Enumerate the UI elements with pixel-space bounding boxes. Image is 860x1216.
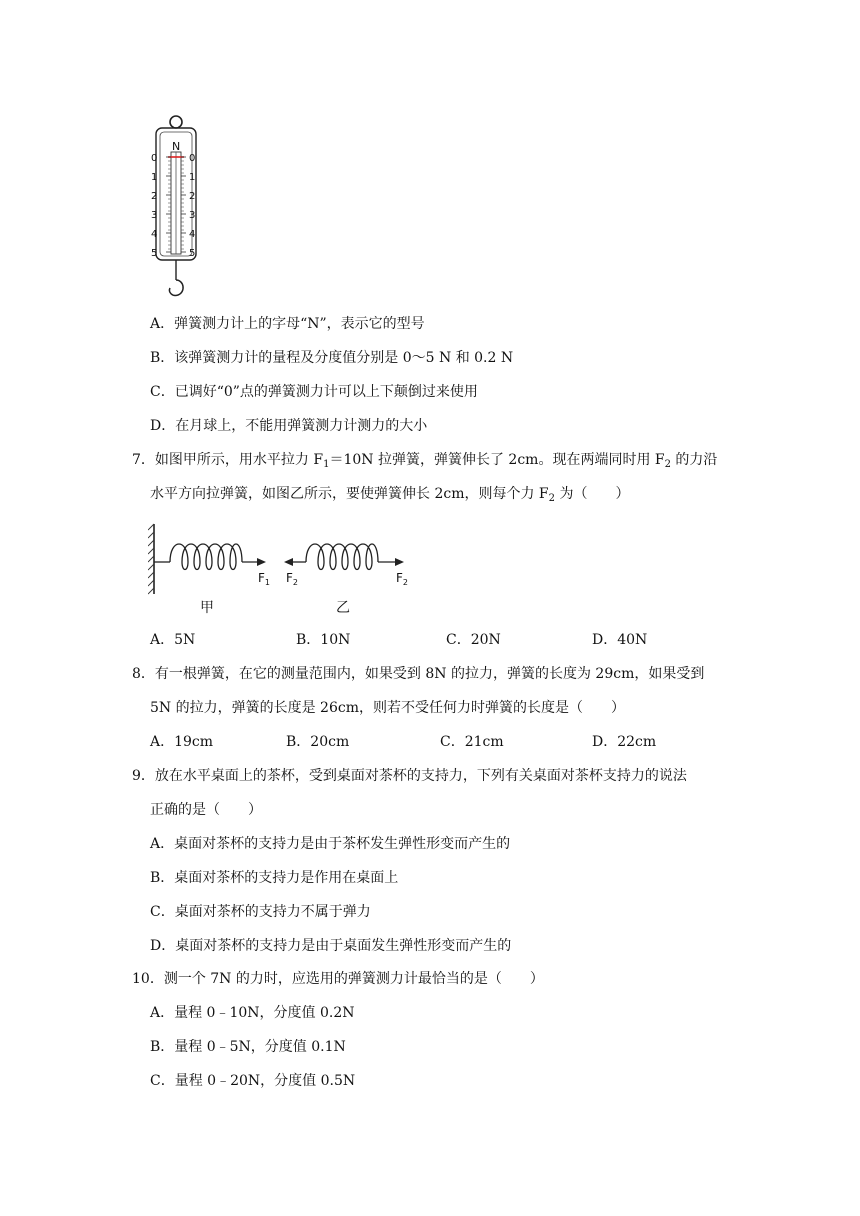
left-tick-label: 4 <box>151 229 158 240</box>
f2-left-label: $F_2$ <box>286 571 298 587</box>
right-tick-label: 5 <box>189 248 196 259</box>
spring-scale-figure <box>148 108 208 303</box>
left-tick-label: 1 <box>151 172 158 183</box>
left-tick-label: 5 <box>151 248 158 259</box>
q10-stem: 10．测一个 7N 的力时，应选用的弹簧测力计最恰当的是（ ） <box>132 971 544 987</box>
q8-option-b: B．20cm <box>286 734 350 750</box>
f1-label: $F_1$ <box>258 571 270 587</box>
q6-option-a: A．弹簧测力计上的字母“N”，表示它的型号 <box>150 316 425 332</box>
right-tick-label: 0 <box>189 153 196 164</box>
q8-option-d: D．22cm <box>592 734 657 750</box>
q9-stem-line2: 正确的是（ ） <box>150 802 262 818</box>
spring-scale-drawing <box>148 108 208 303</box>
q7-spring-figure <box>148 518 418 618</box>
left-tick-label: 2 <box>151 191 158 202</box>
spring-diagram <box>148 518 418 618</box>
q10-option-a: A．量程 0﹣10N，分度值 0.2N <box>150 1005 355 1021</box>
q9-stem-line1: 9．放在水平桌面上的茶杯，受到桌面对茶杯的支持力，下列有关桌面对茶杯支持力的说法 <box>132 768 687 784</box>
q6-option-d: D．在月球上，不能用弹簧测力计测力的大小 <box>150 418 428 434</box>
q8-option-a: A．19cm <box>150 734 214 750</box>
q7-option-c: C．20N <box>446 632 501 648</box>
right-tick-label: 4 <box>189 229 196 240</box>
q7-option-d: D．40N <box>592 632 648 648</box>
q7-option-a: A．5N <box>150 632 196 648</box>
unit-label: N <box>172 140 181 153</box>
q8-stem-line2: 5N 的拉力，弹簧的长度是 26cm，则若不受任何力时弹簧的长度是（ ） <box>150 700 625 716</box>
q10-option-c: C．量程 0﹣20N，分度值 0.5N <box>150 1073 356 1089</box>
q9-option-a: A．桌面对茶杯的支持力是由于茶杯发生弹性形变而产生的 <box>150 836 511 852</box>
q10-option-b: B．量程 0﹣5N，分度值 0.1N <box>150 1039 346 1055</box>
q9-option-c: C．桌面对茶杯的支持力不属于弹力 <box>150 904 371 920</box>
right-tick-label: 3 <box>189 210 196 221</box>
q8-stem-line1: 8．有一根弹簧，在它的测量范围内，如果受到 8N 的拉力，弹簧的长度为 29cm，如果受到 <box>132 666 705 682</box>
q7-stem-line1: 7．如图甲所示，用水平拉力 $F_1=10N$ 拉弹簧，弹簧伸长了 2cm。现在两端同时用 $F_2$ 的力沿 <box>132 452 718 470</box>
f2-right-label: $F_2$ <box>396 571 408 587</box>
q6-option-c: C．已调好“0”点的弹簧测力计可以上下颠倒过来使用 <box>150 384 478 400</box>
q8-option-c: C．21cm <box>440 734 504 750</box>
q9-option-b: B．桌面对茶杯的支持力是作用在桌面上 <box>150 870 399 886</box>
label-yi: 乙 <box>336 600 350 616</box>
right-tick-label: 2 <box>189 191 196 202</box>
q9-option-d: D．桌面对茶杯的支持力是由于桌面发生弹性形变而产生的 <box>150 938 512 954</box>
left-tick-label: 3 <box>151 210 158 221</box>
q6-option-b: B．该弹簧测力计的量程及分度值分别是 0～5 N 和 0.2 N <box>150 350 514 366</box>
right-tick-label: 1 <box>189 172 196 183</box>
q7-stem-line2: 水平方向拉弹簧，如图乙所示，要使弹簧伸长 2cm，则每个力 $F_2$ 为（ ） <box>150 486 630 504</box>
left-tick-label: 0 <box>151 153 158 164</box>
label-jia: 甲 <box>200 600 214 616</box>
q7-option-b: B．10N <box>296 632 351 648</box>
